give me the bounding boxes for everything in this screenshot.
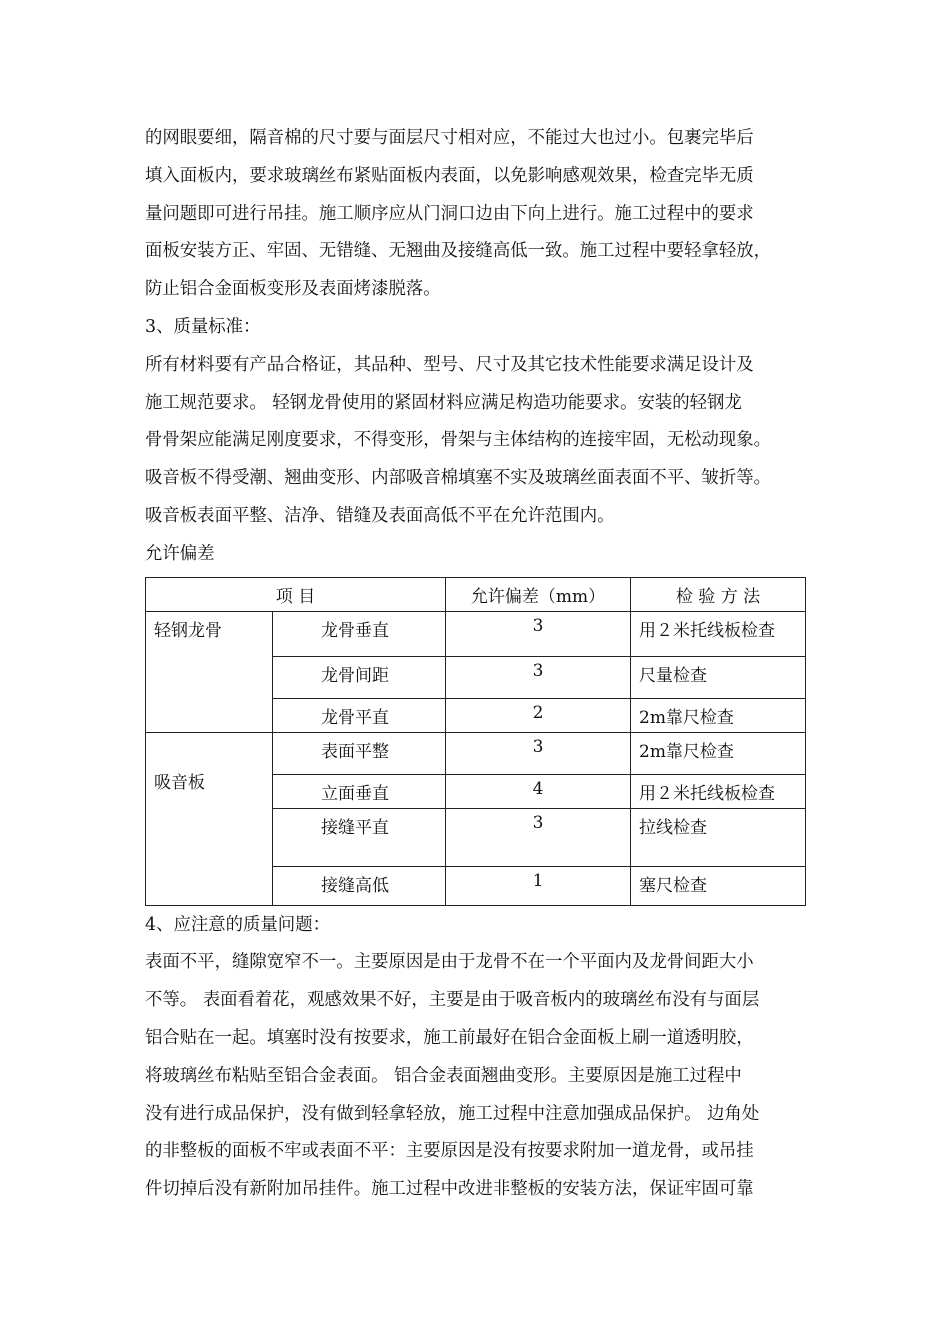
method-cell: 塞尺检查 [631,866,806,905]
item-cell: 龙骨间距 [273,656,446,698]
section3-paragraph [145,347,807,536]
tolerance-table [145,577,806,906]
text-line: 件切掉后没有新附加吊挂件。施工过程中改进非整板的安装方法，保证牢固可靠 [145,1179,754,1200]
header-item: 项 目 [146,577,446,611]
method-cell: 2m靠尺检查 [631,698,806,732]
tolerance-cell: 3 [446,732,631,774]
tolerance-cell: 4 [446,774,631,808]
tolerance-cell: 3 [446,808,631,866]
method-cell: 尺量检查 [631,656,806,698]
table-row [146,611,806,656]
section4-heading: 4、应注意的质量问题： [145,914,330,935]
tolerance-cell: 3 [446,611,631,656]
method-cell: 2m靠尺检查 [631,732,806,774]
tolerance-cell: 3 [446,656,631,698]
text-line: 面板安装方正、牢固、无错缝、无翘曲及接缝高低一致。施工过程中要轻拿轻放， [145,241,772,262]
item-cell: 龙骨垂直 [273,611,446,656]
text-line: 的网眼要细，隔音棉的尺寸要与面层尺寸相对应，不能过大也过小。包裹完毕后 [145,128,754,148]
header-method: 检 验 方 法 [631,577,806,611]
method-cell: 拉线检查 [631,808,806,866]
text-line: 铝合贴在一起。填塞时没有按要求，施工前最好在铝合金面板上刷一道透明胶， [145,1027,754,1048]
item-cell: 接缝高低 [273,866,446,905]
text-line: 吸音板不得受潮、翘曲变形、内部吸音棉填塞不实及玻璃丝面表面不平、皱折等。 [145,468,772,489]
item-cell: 表面平整 [273,732,446,774]
item-cell: 龙骨平直 [273,698,446,732]
section3-heading: 3、质量标准： [145,316,261,337]
text-line: 将玻璃丝布粘贴至铝合金表面。 铝合金表面翘曲变形。主要原因是施工过程中 [145,1065,742,1086]
intro-paragraph [145,120,807,309]
header-tolerance: 允许偏差（mm） [446,577,631,611]
text-line: 吸音板表面平整、洁净、错缝及表面高低不平在允许范围内。 [145,505,615,526]
method-cell: 用２米托线板检查 [631,611,806,656]
item-cell: 接缝平直 [273,808,446,866]
method-cell: 用２米托线板检查 [631,774,806,808]
text-line: 骨骨架应能满足刚度要求，不得变形，骨架与主体结构的连接牢固，无松动现象。 [145,430,772,451]
text-line: 没有进行成品保护，没有做到轻拿轻放，施工过程中注意加强成品保护。 边角处 [145,1103,760,1124]
table-header-row [146,577,806,611]
tolerance-cell: 2 [446,698,631,732]
text-line: 量问题即可进行吊挂。施工顺序应从门洞口边由下向上进行。施工过程中的要求 [145,203,754,224]
text-line: 的非整板的面板不牢或表面不平：主要原因是没有按要求附加一道龙骨，或吊挂 [145,1141,754,1162]
text-line: 施工规范要求。 轻钢龙骨使用的紧固材料应满足构造功能要求。安装的轻钢龙 [145,392,742,413]
text-line: 所有材料要有产品合格证，其品种、型号、尺寸及其它技术性能要求满足设计及 [145,354,754,375]
table-row [146,732,806,774]
category-cell [146,732,273,905]
section4-paragraph [145,944,807,1209]
tolerance-cell: 1 [446,866,631,905]
category-cell: 轻钢龙骨 [146,611,273,732]
table-caption: 允许偏差 [145,543,215,564]
text-line: 不等。 表面看着花，观感效果不好，主要是由于吸音板内的玻璃丝布没有与面层 [145,990,760,1011]
item-cell: 立面垂直 [273,774,446,808]
document-page [145,120,807,1209]
text-line: 填入面板内，要求玻璃丝布紧贴面板内表面，以免影响感观效果，检查完毕无质 [145,165,754,186]
category-label: 吸音板 [154,773,205,794]
text-line: 防止铝合金面板变形及表面烤漆脱落。 [145,279,441,300]
text-line: 表面不平，缝隙宽窄不一。主要原因是由于龙骨不在一个平面内及龙骨间距大小 [145,952,754,973]
